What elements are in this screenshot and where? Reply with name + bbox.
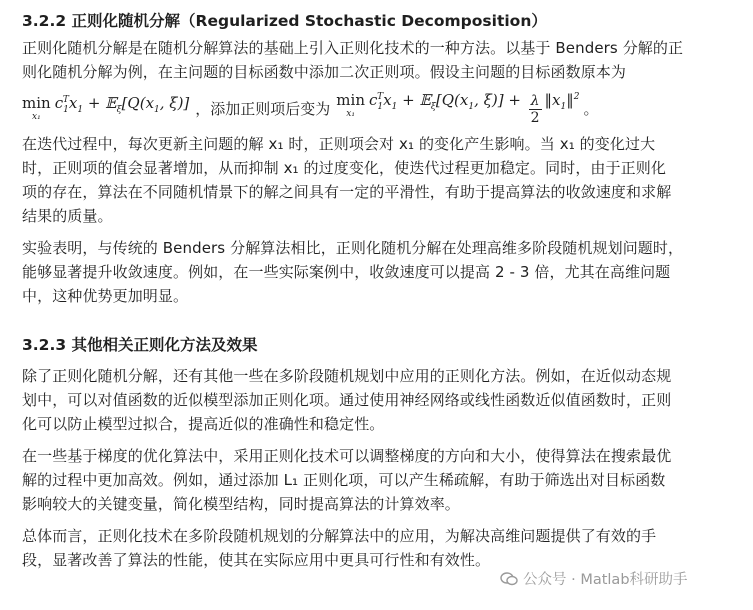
equation-text-mid: ，添加正则项后变为 bbox=[195, 99, 331, 118]
paragraph-summary bbox=[22, 524, 734, 572]
text-line: 在迭代过程中，每次更新主问题的解 x₁ 时，正则项会对 x₁ 的变化产生影响。当 x₁ 的变化过大 bbox=[22, 135, 656, 153]
text-line: 除了正则化随机分解，还有其他一些在多阶段随机规划中应用的正则化方法。例如，在近似动态规 bbox=[22, 367, 672, 385]
intro-line-1: 正则化随机分解是在随机分解算法的基础上引入正则化技术的一种方法。以基于 Benders 分解的正 bbox=[22, 39, 684, 57]
text-line: 总体而言，正则化技术在多阶段随机规划的分解算法中的应用，为解决高维问题提供了有效的手 bbox=[22, 527, 657, 545]
text-line: 段，显著改善了算法的性能，使其在实际应用中更具可行性和有效性。 bbox=[22, 551, 491, 569]
paragraph-gradient bbox=[22, 444, 734, 516]
objective-formula: min x₁ $c_1^Tx_1$ + $𝔼_\xi[Q(x_1$, ξ)] bbox=[22, 94, 190, 122]
wechat-icon bbox=[500, 572, 518, 586]
text-line: 项的存在，算法在不同随机情景下的解之间具有一定的平滑性，有助于提高算法的收敛速度和求解 bbox=[22, 183, 672, 201]
text-line: 能够显著提升收敛速度。例如，在一些实际案例中，收敛速度可以提高 2 - 3 倍，尤其在高维问题 bbox=[22, 263, 671, 281]
paragraph-other-methods bbox=[22, 364, 734, 436]
intro-line-2: 则化随机分解为例，在主问题的目标函数中添加二次正则项。假设主问题的目标函数原本为 bbox=[22, 63, 627, 81]
text-line: 中，这种优势更加明显。 bbox=[22, 287, 189, 305]
document bbox=[22, 8, 734, 580]
equation-text-end: 。 bbox=[583, 99, 599, 118]
text-line: 化可以防止模型过拟合，提高近似的准确性和稳定性。 bbox=[22, 415, 385, 433]
paragraph-experiment bbox=[22, 236, 734, 308]
watermark-text: 公众号 · Matlab科研助手 bbox=[523, 572, 688, 588]
paragraph-intro bbox=[22, 36, 734, 84]
section-heading-3-2-3: 3.2.3 其他相关正则化方法及效果 bbox=[22, 336, 258, 354]
text-line: 划中，可以对值函数的近似模型添加正则化项。通过使用神经网络或线性函数近似值函数时，正则 bbox=[22, 391, 672, 409]
section-heading-3-2-2: 3.2.2 正则化随机分解（Regularized Stochastic Decomposition） bbox=[22, 12, 547, 30]
text-line: 在一些基于梯度的优化算法中，采用正则化技术可以调整梯度的方向和大小，使得算法在搜索最优 bbox=[22, 447, 672, 465]
text-line: 实验表明，与传统的 Benders 分解算法相比，正则化随机分解在处理高维多阶段随机规划问题时， bbox=[22, 239, 684, 257]
text-line: 时，正则项的值会显著增加，从而抑制 x₁ 的过度变化，使迭代过程更加稳定。同时，由于正则化 bbox=[22, 159, 666, 177]
text-line: 结果的质量。 bbox=[22, 207, 113, 225]
watermark bbox=[500, 568, 688, 589]
equation-line bbox=[22, 84, 734, 132]
paragraph-iteration bbox=[22, 132, 734, 228]
text-line: 解的过程中更加高效。例如，通过添加 L₁ 正则化项，可以产生稀疏解，有助于筛选出对目标函数 bbox=[22, 471, 666, 489]
text-line: 影响较大的关键变量，简化模型结构，同时提高算法的计算效率。 bbox=[22, 495, 460, 513]
regularized-objective-formula: min x₁ $c_1^Tx_1$ + $𝔼_\xi[Q(x_1$, ξ)] + $\frac{\lambda}{2}$ $‖x_1‖^2$ bbox=[336, 91, 580, 126]
